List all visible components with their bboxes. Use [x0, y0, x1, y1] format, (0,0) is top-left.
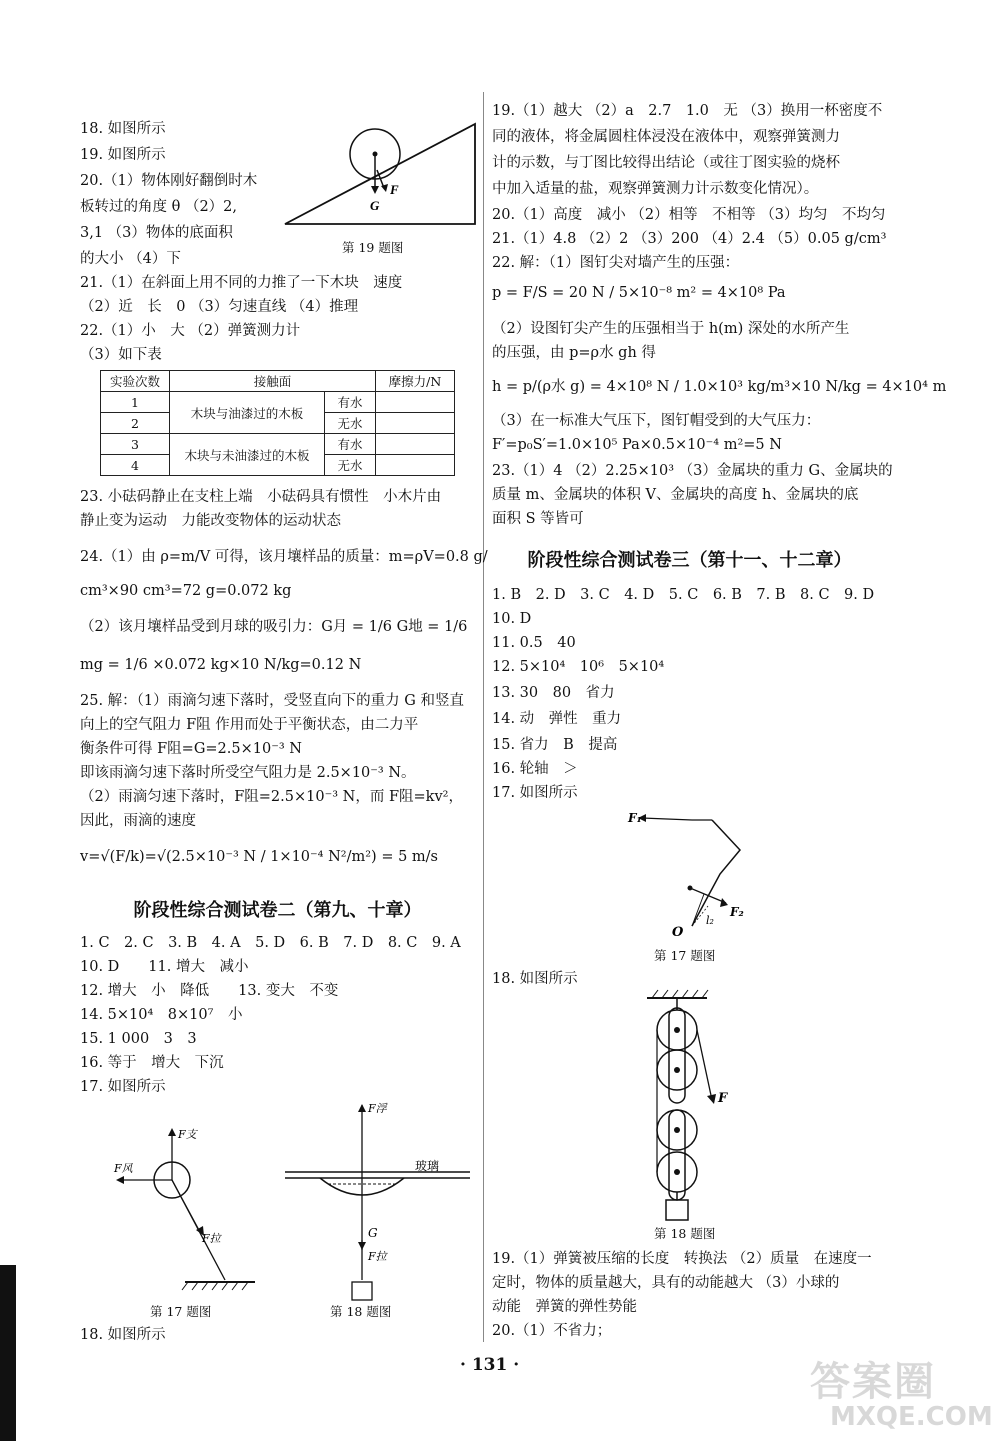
answer-23-line2: 质量 m、金属块的体积 V、金属块的高度 h、金属块的底 [492, 487, 859, 503]
answer-10: 10. D [492, 611, 532, 627]
answer-20-line4: 的大小 （4）下 [80, 251, 181, 267]
answer-25-line1: 25. 解：（1）雨滴匀速下落时，受竖直向下的重力 G 和竖直 [80, 693, 464, 709]
answer-20: 20.（1）高度 减小 （2）相等 不相等 （3）均匀 不均匀 [492, 207, 886, 223]
answer-22-formula2: h = p/(ρ水 g) = 4×10⁸ N / 1.0×10³ kg/m³×10 N/kg = 4×10⁴ m [492, 379, 947, 395]
label-fla: F拉 [202, 1232, 221, 1245]
answer-19: 19. 如图所示 [80, 147, 166, 163]
table-header: 摩擦力/N [376, 371, 455, 392]
figure-17-caption: 第 17 题图 [654, 948, 716, 963]
table-cell: 1 [101, 392, 170, 413]
answer-22-line3: 的压强，由 p=ρ水 gh 得 [492, 345, 656, 361]
load-block [666, 1200, 688, 1220]
answer-22-formula3: F′=p₀S′=1.0×10⁵ Pa×0.5×10⁻⁴ m²=5 N [492, 437, 782, 453]
answer-12: 12. 5×10⁴ 10⁶ 5×10⁴ [492, 659, 665, 675]
answer-24-line2: cm³×90 cm³=72 g=0.072 kg [80, 583, 292, 599]
answer-18-bottom: 18. 如图所示 [80, 1327, 166, 1343]
answer-18: 18. 如图所示 [80, 121, 166, 137]
answer-16: 16. 等于 增大 下沉 [80, 1055, 224, 1071]
answer-22-line2: （3）如下表 [80, 347, 162, 363]
table-cell: 有水 [325, 434, 376, 455]
answer-16: 16. 轮轴 ＞ [492, 761, 578, 777]
table-header: 实验次数 [101, 371, 170, 392]
answer-19-line4: 中加入适量的盐，观察弹簧测力计示数变化情况）。 [492, 181, 819, 197]
answer-25-line4: 即该雨滴匀速下落时所受空气阻力是 2.5×10⁻³ N。 [80, 765, 416, 781]
figure-17-hanging-ball [110, 1120, 260, 1295]
label-f: F [390, 182, 399, 197]
table-cell: 2 [101, 413, 170, 434]
figure-17-caption: 第 17 题图 [150, 1304, 212, 1319]
table-cell: 4 [101, 455, 170, 476]
answer-19-line3: 动能 弹簧的弹性势能 [492, 1299, 637, 1315]
table-cell: 木块与未油漆过的木板 [170, 434, 325, 476]
label-fzhi: F支 [178, 1128, 197, 1141]
answers-10-11: 10. D 11. 增大 减小 [80, 959, 249, 975]
answer-17: 17. 如图所示 [492, 785, 578, 801]
answer-17: 17. 如图所示 [80, 1079, 166, 1095]
label-ffu: F浮 [368, 1102, 387, 1115]
answers-12-13: 12. 增大 小 降低 13. 变大 不变 [80, 983, 339, 999]
page-number: · 131 · [460, 1355, 520, 1375]
table-cell: 木块与油漆过的木板 [170, 392, 325, 434]
table-header: 接触面 [170, 371, 376, 392]
force-f1-arrow [642, 818, 692, 820]
table-cell [376, 455, 455, 476]
answer-25-formula: v=√(F/k)=√(2.5×10⁻³ N / 1×10⁻⁴ N²/m²) = 5 m/s [80, 849, 438, 865]
label-ffeng: F风 [114, 1162, 133, 1175]
answer-13: 13. 30 80 省力 [492, 685, 615, 701]
lever-brace [692, 894, 704, 926]
section-heading-2: 阶段性综合测试卷二（第九、十章） [133, 900, 422, 921]
label-glass: 玻璃 [415, 1159, 440, 1173]
label-g2: G [368, 1226, 378, 1240]
answer-24-line1: 24.（1）由 ρ=m/V 可得，该月壤样品的质量：m=ρV=0.8 g/ [80, 549, 488, 565]
answer-20-line3: 3,1 （3）物体的底面积 [80, 225, 233, 241]
answer-23-line2: 静止变为运动 力能改变物体的运动状态 [80, 513, 341, 529]
force-f2-arrow [690, 888, 726, 903]
figure-19-caption: 第 19 题图 [342, 240, 404, 255]
label-f2: F₂ [730, 905, 744, 919]
answer-22-line1: 22.（1）小 大 （2）弹簧测力计 [80, 323, 301, 339]
label-fla2: F拉 [368, 1250, 387, 1263]
section-heading-3: 阶段性综合测试卷三（第十一、十二章） [527, 550, 852, 571]
table-cell [376, 392, 455, 413]
answer-18: 18. 如图所示 [492, 971, 578, 987]
answer-19-line3: 计的示数，与丁图比较得出结论（或往丁图实验的烧杯 [492, 155, 840, 171]
label-f1: F₁ [628, 811, 642, 825]
answer-19-line1: 19.（1）越大 （2）a 2.7 1.0 无 （3）换用一杯密度不 [492, 103, 883, 119]
label-g: G [370, 198, 380, 213]
answer-23-line1: 23.（1）4 （2）2.25×10³ （3）金属块的重力 G、金属块的 [492, 463, 893, 479]
answer-15: 15. 省力 B 提高 [492, 737, 618, 753]
label-l2: l₂ [706, 914, 714, 927]
figure-18-pulley [642, 990, 762, 1220]
mc-answers-1-9: 1. C 2. C 3. B 4. A 5. D 6. B 7. D 8. C 9. A [80, 935, 461, 951]
force-la-arrow [172, 1180, 200, 1232]
label-o: O [672, 925, 684, 940]
incline-triangle [285, 124, 475, 224]
answer-21-line2: （2）近 长 0 （3）匀速直线 （4）推理 [80, 299, 359, 315]
answer-25-line3: 衡条件可得 F阻=G=2.5×10⁻³ N [80, 741, 302, 757]
scan-edge [0, 1265, 16, 1441]
figure-17-lever [622, 808, 772, 943]
table-cell: 有水 [325, 392, 376, 413]
table-cell [376, 434, 455, 455]
lower-pulley-frame [669, 1110, 685, 1200]
answer-23-line1: 23. 小砝码静止在支柱上端 小砝码具有惯性 小木片由 [80, 489, 442, 505]
answer-22-line1: 22. 解：（1）图钉尖对墙产生的压强： [492, 255, 740, 271]
answer-14: 14. 5×10⁴ 8×10⁷ 小 [80, 1007, 243, 1023]
answer-24-line3: （2）该月壤样品受到月球的吸引力：G月 = 1/6 G地 = 1/6 [80, 619, 468, 635]
answer-21: 21.（1）4.8 （2）2 （3）200 （4）2.4 （5）0.05 g/cm³ [492, 231, 887, 247]
answer-19-line2: 同的液体，将金属圆柱体浸没在液体中，观察弹簧测力 [492, 129, 840, 145]
table-cell: 无水 [325, 413, 376, 434]
answer-21-line1: 21.（1）在斜面上用不同的力推了一下木块 速度 [80, 275, 403, 291]
friction-table [100, 370, 455, 476]
watermark-logo: 答案圈 [810, 1359, 936, 1405]
watermark-url: MXQE.COM [830, 1402, 993, 1432]
answer-11: 11. 0.5 40 [492, 635, 576, 651]
answer-19-line2: 定时，物体的质量越大，具有的动能越大 （3）小球的 [492, 1275, 840, 1291]
figure-18-glass [280, 1100, 475, 1300]
answer-20-line1: 20.（1）物体刚好翻倒时木 [80, 173, 258, 189]
answer-23-line3: 面积 S 等皆可 [492, 511, 584, 527]
table-cell: 3 [101, 434, 170, 455]
force-f-rope [697, 1030, 712, 1100]
label-f: F [718, 1091, 728, 1106]
figure-18-caption: 第 18 题图 [330, 1304, 392, 1319]
table-cell: 无水 [325, 455, 376, 476]
answer-20: 20.（1）不省力； [492, 1323, 612, 1339]
answer-22-formula1: p = F/S = 20 N / 5×10⁻⁸ m² = 4×10⁸ Pa [492, 285, 786, 301]
answer-20-line2: 板转过的角度 θ （2）2, [80, 199, 238, 215]
answer-24-line4: mg = 1/6 ×0.072 kg×10 N/kg=0.12 N [80, 657, 362, 673]
answer-22-line2: （2）设图钉尖产生的压强相当于 h(m) 深处的水所产生 [492, 321, 850, 337]
figure-18-caption: 第 18 题图 [654, 1226, 716, 1241]
column-divider [483, 92, 484, 1342]
answer-22-line4: （3）在一标准大气压下，图钉帽受到的大气压力： [492, 413, 821, 429]
answer-15: 15. 1 000 3 3 [80, 1031, 197, 1047]
answer-14: 14. 动 弹性 重力 [492, 711, 622, 727]
answer-25-line5: （2）雨滴匀速下落时，F阻=2.5×10⁻³ N，而 F阻=kv²， [80, 789, 463, 805]
mc-answers-1-9: 1. B 2. D 3. C 4. D 5. C 6. B 7. B 8. C 9. D [492, 587, 875, 603]
figure-19-incline [280, 114, 480, 234]
table-cell [376, 413, 455, 434]
answer-25-line6: 因此，雨滴的速度 [80, 813, 196, 829]
weight-block [352, 1282, 372, 1300]
answer-19-line1: 19.（1）弹簧被压缩的长度 转换法 （2）质量 在速度一 [492, 1251, 872, 1267]
answer-25-line2: 向上的空气阻力 F阻 作用而处于平衡状态，由二力平 [80, 717, 419, 733]
